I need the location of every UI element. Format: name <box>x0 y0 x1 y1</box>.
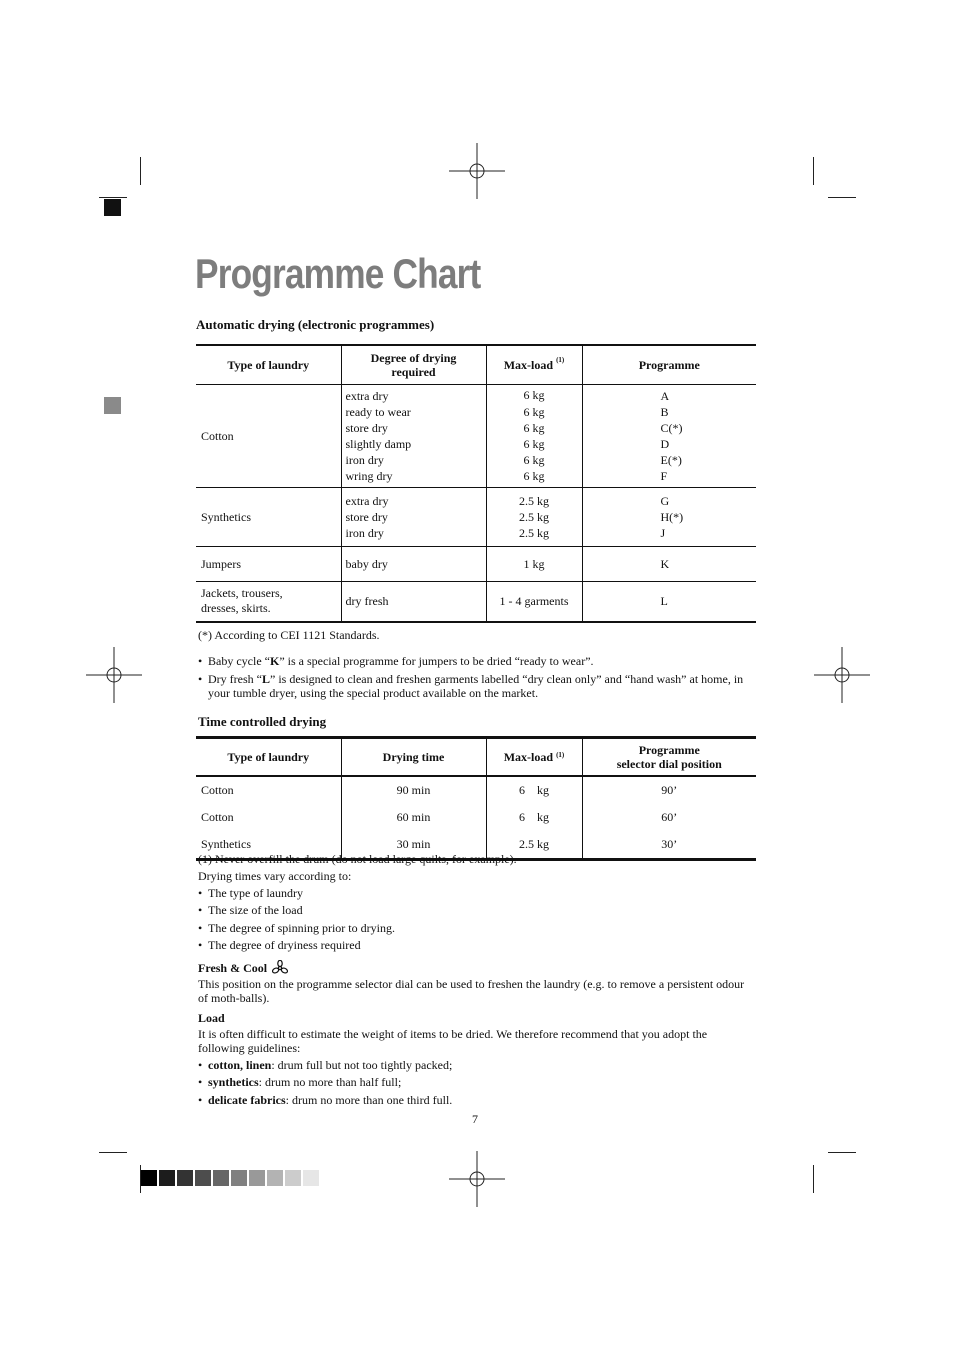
color-swatch <box>159 1170 175 1186</box>
color-calibration-bar <box>141 1170 325 1187</box>
cell-load: 1 - 4 garments <box>486 582 582 622</box>
color-swatch <box>177 1170 193 1186</box>
footnote-ref: (1) <box>556 751 565 759</box>
cell-dial-position: 90’ <box>582 776 756 804</box>
header-type: Type of laundry <box>196 345 341 385</box>
cell-load: 6 kg <box>486 804 582 831</box>
timed-heading: Time controlled drying <box>198 714 327 729</box>
page-number: 7 <box>472 1112 478 1126</box>
cell-dial-position: 60’ <box>582 804 756 831</box>
color-swatch <box>249 1170 265 1186</box>
fresh-cool-text: This position on the programme selector dial can be used to freshen the laundry (e.g. to remove a persistent odour of moth-balls). <box>198 977 745 1005</box>
header-maxload <box>486 738 582 777</box>
color-swatch <box>195 1170 211 1186</box>
cell-degree <box>341 385 486 488</box>
load-item-fabric: delicate fabrics <box>208 1092 286 1107</box>
load-item-guideline: : drum no more than one third full. <box>285 1092 453 1107</box>
bullet-dry-fresh <box>198 673 758 700</box>
table-row <box>196 776 756 804</box>
color-swatch <box>267 1170 283 1186</box>
bullet-key-letter: K <box>269 654 280 668</box>
registration-mark-icon <box>449 143 505 199</box>
cell-programme-text: G H(*) J <box>660 494 684 540</box>
cell-load <box>486 385 582 488</box>
cell-programme: L <box>582 582 756 622</box>
color-swatch <box>231 1170 247 1186</box>
fresh-cool-heading <box>198 960 288 976</box>
registration-mark-icon <box>814 647 870 703</box>
bullet-text: The degree of dryiness required <box>208 937 361 952</box>
cell-type: Jumpers <box>196 547 341 582</box>
load-item-guideline: : drum no more than half full; <box>258 1075 402 1090</box>
bullet-text: The size of the load <box>208 903 303 918</box>
bullet-dot: • <box>198 1058 203 1072</box>
cell-drying-time: 60 min <box>341 804 486 831</box>
cell-drying-time: 30 min <box>341 831 486 860</box>
crop-mark <box>828 197 856 198</box>
cell-load: 2.5 kg <box>486 831 582 860</box>
crop-mark <box>813 1165 814 1193</box>
header-maxload <box>486 345 582 385</box>
bullet-text: The degree of spinning prior to drying. <box>208 920 395 935</box>
bullet-dot: • <box>198 920 203 935</box>
cell-type: Synthetics <box>201 837 251 851</box>
crop-mark <box>813 157 814 185</box>
bullet-key-letter: L <box>261 672 270 686</box>
grey-marker <box>104 397 121 414</box>
bullet-dot: • <box>198 903 203 918</box>
bullet-text: The type of laundry <box>208 886 303 900</box>
bullet-text <box>208 1076 758 1090</box>
list-item <box>198 904 758 918</box>
cell-type: Cotton <box>201 810 234 824</box>
list-item <box>198 887 758 901</box>
header-dial-position <box>582 738 756 777</box>
cell-type: Cotton <box>196 385 341 488</box>
list-item <box>198 1076 758 1090</box>
vary-intro: Drying times vary according to: <box>198 869 352 883</box>
load-text: It is often difficult to estimate the weight of items to be dried. We therefore recommend that you adopt the following guidelines: <box>198 1027 708 1055</box>
bullet-dot: • <box>198 1075 203 1090</box>
header-drying-time: Drying time <box>341 738 486 777</box>
cell-degree-text: extra dry ready to wear store dry slightly damp iron dry wring dry <box>345 389 412 483</box>
cell-type <box>196 582 341 622</box>
bullet-dot: • <box>198 886 203 900</box>
cell-load <box>486 488 582 547</box>
standards-footnote: (*) According to CEI 1121 Standards. <box>198 628 380 642</box>
cell-drying-time: 90 min <box>341 776 486 804</box>
header-degree: Degree of drying required <box>341 345 486 385</box>
page-title: Programme Chart <box>195 250 481 297</box>
header-maxload-label: Max-load <box>503 357 554 372</box>
list-item <box>198 1059 758 1073</box>
cell-load: 1 kg <box>486 547 582 582</box>
bullet-text <box>208 655 758 669</box>
bullet-dot: • <box>198 654 203 668</box>
footnote-ref: (1) <box>556 355 565 364</box>
registration-mark-icon <box>86 647 142 703</box>
fresh-cool-label: Fresh & Cool <box>198 961 268 975</box>
registration-mark-icon <box>449 1151 505 1207</box>
load-heading: Load <box>198 1011 225 1025</box>
color-swatch <box>303 1170 319 1186</box>
cell-degree <box>341 488 486 547</box>
crop-mark <box>99 1152 127 1153</box>
bullet-text <box>208 1059 758 1073</box>
cell-type-text: Jackets, trousers, dresses, skirts. <box>201 586 283 616</box>
cell-dial-position: 30’ <box>582 831 756 860</box>
cell-programme: K <box>582 547 756 582</box>
crop-mark <box>99 197 127 198</box>
overfill-note: (1) Never overfill the drum (do not load large quilts, for example). <box>198 852 517 866</box>
fan-icon <box>272 960 288 974</box>
bullet-dot: • <box>198 1092 203 1107</box>
bullet-text <box>208 673 758 700</box>
timed-table-body <box>196 776 756 860</box>
color-swatch <box>213 1170 229 1186</box>
cell-load-text: 2.5 kg 2.5 kg 2.5 kg <box>519 493 549 541</box>
list-item <box>198 922 758 936</box>
crop-mark <box>140 157 141 185</box>
cell-load: 6 kg <box>486 776 582 804</box>
header-type: Type of laundry <box>196 738 341 777</box>
cell-programme-text: A B C(*) D E(*) F <box>660 389 683 483</box>
list-item <box>198 939 758 953</box>
auto-programme-table <box>196 344 756 623</box>
timed-drying-table <box>196 736 756 861</box>
bullet-dot: • <box>198 937 203 952</box>
cell-load-text: 6 kg 6 kg 6 kg 6 kg 6 kg 6 kg <box>523 388 545 484</box>
black-marker <box>104 199 121 216</box>
color-swatch <box>141 1170 157 1186</box>
cell-programme <box>582 488 756 547</box>
cell-type: Synthetics <box>196 488 341 547</box>
cell-degree-text: extra dry store dry iron dry <box>345 494 389 540</box>
bullet-text-part: Dry fresh “ <box>208 672 262 686</box>
color-swatch <box>285 1170 301 1186</box>
cell-degree: dry fresh <box>341 582 486 622</box>
list-item <box>198 1094 758 1108</box>
cell-programme <box>582 385 756 488</box>
crop-mark <box>828 1152 856 1153</box>
bullet-text-part: ” is a special programme for jumpers to be dried “ready to wear”. <box>279 654 594 668</box>
bullet-text-part: ” is designed to clean and freshen garments labelled “dry clean only” and “hand wash” at home, in your tumble dryer, using the special product available on the market. <box>208 672 744 700</box>
bullet-dot: • <box>198 672 203 686</box>
table-row <box>196 804 756 831</box>
bullet-text-part: Baby cycle “ <box>208 654 270 668</box>
bullet-text <box>208 1094 758 1108</box>
cell-type: Cotton <box>201 783 234 797</box>
load-item-guideline: : drum full but not too tightly packed; <box>271 1058 453 1072</box>
auto-heading: Automatic drying (electronic programmes) <box>196 317 435 332</box>
bullet-baby-cycle <box>198 655 758 669</box>
load-item-fabric: cotton, linen <box>208 1058 272 1072</box>
load-item-fabric: synthetics <box>208 1075 259 1090</box>
header-maxload-label: Max-load <box>503 750 554 764</box>
header-programme: Programme <box>582 345 756 385</box>
cell-degree: baby dry <box>341 547 486 582</box>
header-dial-position-text: Programme selector dial position <box>616 743 722 771</box>
